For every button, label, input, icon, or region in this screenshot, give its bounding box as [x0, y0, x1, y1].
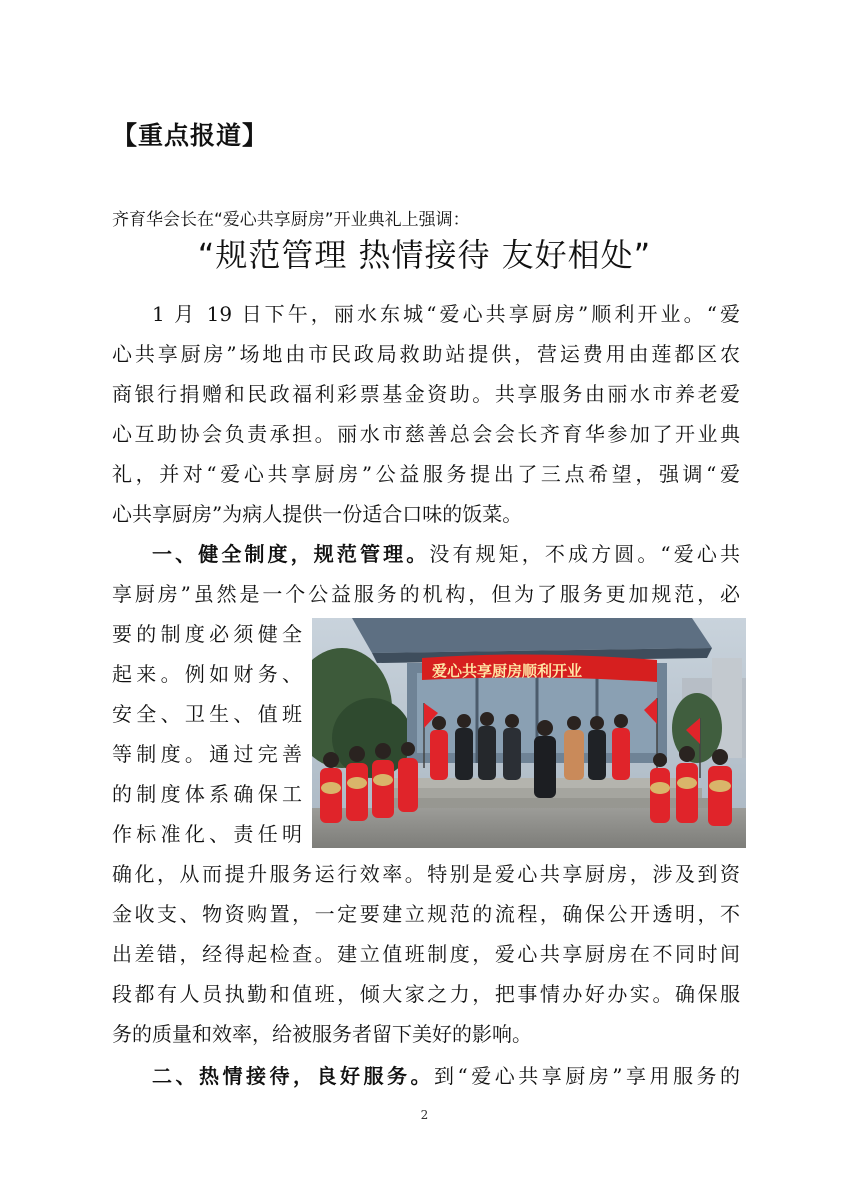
paragraph-line: 心互助协会负责承担。丽水市慈善总会会长齐育华参加了开业典 — [112, 422, 740, 446]
paragraph-line: 金收支、物资购置，一定要建立规范的流程，确保公开透明，不 — [112, 902, 740, 926]
banner-text: 爱心共享厨房顺利开业 — [432, 662, 583, 680]
wrap-line: 安全、卫生、值班 — [112, 702, 302, 726]
paragraph-line: 心共享厨房”场地由市民政局救助站提供，营运费用由莲都区农 — [112, 342, 740, 366]
paragraph-line: 务的质量和效率，给被服务者留下美好的影响。 — [112, 1022, 532, 1046]
paragraph-line: 商银行捐赠和民政福利彩票基金资助。共享服务由丽水市养老爱 — [112, 382, 740, 406]
article-kicker: 齐育华会长在“爱心共享厨房”开业典礼上强调： — [112, 210, 470, 230]
point2-first-line — [152, 1056, 740, 1096]
wrap-line: 的制度体系确保工 — [112, 782, 302, 806]
point2-line1-text: 到“爱心共享厨房”享用服务的 — [434, 1064, 741, 1088]
paragraph-line: 1 月 19 日下午，丽水东城“爱心共享厨房”顺利开业。“爱 — [152, 302, 740, 326]
paragraph-line: 段都有人员执勤和值班，倾大家之力，把事情办好办实。确保服 — [112, 982, 740, 1006]
paragraph-line: 出差错，经得起检查。建立值班制度，爱心共享厨房在不同时间 — [112, 942, 740, 966]
opening-ceremony-photo — [312, 618, 746, 848]
article-headline: “规范管理 热情接待 友好相处” — [197, 236, 652, 274]
paragraph-line: 心共享厨房”为病人提供一份适合口味的饭菜。 — [112, 502, 523, 526]
paragraph-line: 确化，从而提升服务运行效率。特别是爱心共享厨房，涉及到资 — [112, 862, 740, 886]
page-number: 2 — [420, 1108, 429, 1122]
point1-first-line — [152, 534, 740, 574]
paragraph-line: 礼，并对“爱心共享厨房”公益服务提出了三点希望，强调“爱 — [112, 462, 740, 486]
wrap-line: 起来。例如财务、 — [112, 662, 302, 686]
paragraph-line: 享厨房”虽然是一个公益服务的机构，但为了服务更加规范，必 — [112, 582, 740, 606]
wrap-line: 等制度。通过完善 — [112, 742, 302, 766]
point1-line1-text: 没有规矩，不成方圆。“爱心共 — [429, 542, 740, 566]
wrap-line: 作标准化、责任明 — [112, 822, 302, 846]
section-label: 【重点报道】 — [112, 121, 269, 150]
wrap-line: 要的制度必须健全 — [112, 622, 302, 646]
point2-heading: 二、热情接待，良好服务。 — [152, 1064, 435, 1088]
point1-heading: 一、健全制度，规范管理。 — [152, 542, 430, 566]
